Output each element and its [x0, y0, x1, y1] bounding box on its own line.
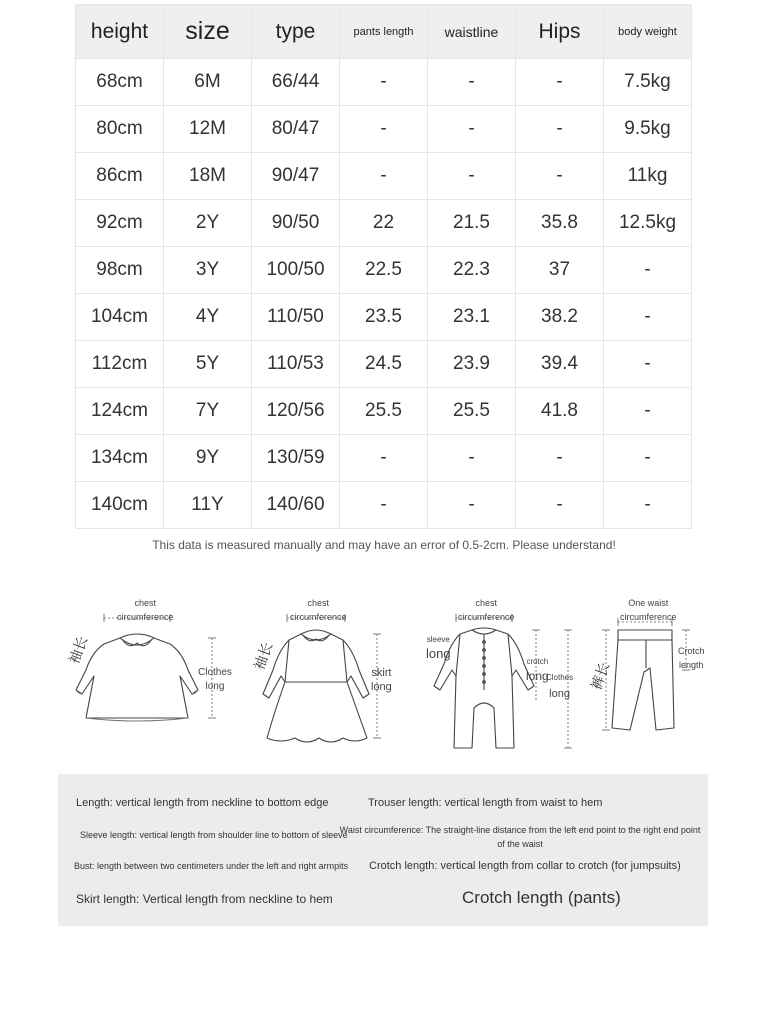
cell-body-weight: -	[604, 341, 692, 388]
cell-waistline: -	[428, 435, 516, 482]
cell-pants-length: 22.5	[340, 247, 428, 294]
cell-type: 90/47	[252, 153, 340, 200]
table-row	[76, 435, 692, 482]
cell-pants-length: 22	[340, 200, 428, 247]
cell-pants-length: 23.5	[340, 294, 428, 341]
cell-type: 120/56	[252, 388, 340, 435]
cell-waistline: -	[428, 153, 516, 200]
definition-waist: Waist circumference: The straight-line distance from the left end point to the right end point of the waist	[339, 825, 701, 849]
cell-type: 90/50	[252, 200, 340, 247]
dress-diagram	[245, 590, 415, 760]
cell-type: 130/59	[252, 435, 340, 482]
table-row	[76, 247, 692, 294]
table-row	[76, 294, 692, 341]
cell-pants-length: -	[340, 59, 428, 106]
cell-hips: -	[516, 153, 604, 200]
definition-length: Length: vertical length from neckline to bottom edge	[76, 797, 329, 809]
jumpsuit-diagram	[418, 590, 588, 760]
jumpsuit-sleeve-label-line1: sleeve	[426, 635, 450, 644]
jumpsuit-chest-label-line2: circumference	[458, 612, 515, 622]
cell-height: 80cm	[76, 106, 164, 153]
cell-body-weight: -	[604, 482, 692, 529]
cell-size: 5Y	[164, 341, 252, 388]
cell-height: 104cm	[76, 294, 164, 341]
jumpsuit-chest-label-line1: chest	[475, 598, 498, 608]
dress-length-label-line1: skirt	[371, 667, 392, 679]
definition-skirt: Skirt length: Vertical length from neckline to hem	[76, 892, 333, 906]
cell-type: 100/50	[252, 247, 340, 294]
cell-hips: 41.8	[516, 388, 604, 435]
cell-hips: 37	[516, 247, 604, 294]
dress-sleeve-label: 袖长	[250, 640, 276, 672]
cell-type: 66/44	[252, 59, 340, 106]
top-length-label-line2: long	[205, 681, 225, 692]
cell-size: 18M	[164, 153, 252, 200]
jumpsuit-length-label	[546, 670, 573, 702]
dress-chest-label	[290, 596, 347, 624]
cell-hips: 39.4	[516, 341, 604, 388]
cell-height: 134cm	[76, 435, 164, 482]
pants-waist-label-line2: circumference	[620, 612, 677, 622]
cell-waistline: 22.3	[428, 247, 516, 294]
top-chest-label-line2: circumference	[117, 612, 174, 622]
cell-pants-length: -	[340, 153, 428, 200]
dress-chest-label-line1: chest	[307, 598, 330, 608]
jumpsuit-length-label-line1: Clothes	[546, 673, 574, 682]
cell-waistline: -	[428, 59, 516, 106]
definition-crotch-pants: Crotch length (pants)	[462, 888, 621, 907]
pants-length-label: 裤长	[587, 660, 613, 692]
cell-height: 112cm	[76, 341, 164, 388]
cell-body-weight: -	[604, 435, 692, 482]
cell-pants-length: -	[340, 435, 428, 482]
header-row	[76, 5, 692, 59]
cell-hips: -	[516, 106, 604, 153]
cell-pants-length: -	[340, 106, 428, 153]
cell-body-weight: -	[604, 247, 692, 294]
top-diagram	[62, 590, 232, 760]
pants-diagram	[587, 590, 710, 760]
header-waistline: waistline	[428, 5, 516, 59]
top-chest-label	[117, 596, 174, 624]
header-pants-length: pants length	[340, 5, 428, 59]
cell-size: 12M	[164, 106, 252, 153]
cell-size: 3Y	[164, 247, 252, 294]
table-row	[76, 153, 692, 200]
pants-waist-label-line1: One waist	[628, 598, 669, 608]
top-length-label-line1: Clothes	[198, 667, 232, 678]
cell-body-weight: -	[604, 294, 692, 341]
cell-type: 110/50	[252, 294, 340, 341]
table-row	[76, 200, 692, 247]
measurement-note: This data is measured manually and may have an error of 0.5-2cm. Please understand!	[152, 538, 616, 552]
cell-size: 2Y	[164, 200, 252, 247]
cell-height: 98cm	[76, 247, 164, 294]
dress-length-label	[371, 666, 392, 694]
pants-waist-label	[620, 596, 677, 624]
cell-waistline: 21.5	[428, 200, 516, 247]
cell-body-weight: -	[604, 388, 692, 435]
size-chart-table	[75, 4, 692, 529]
table-header	[76, 5, 692, 59]
cell-hips: 35.8	[516, 200, 604, 247]
header-body-weight: body weight	[604, 5, 692, 59]
cell-size: 6M	[164, 59, 252, 106]
table-row	[76, 59, 692, 106]
cell-type: 80/47	[252, 106, 340, 153]
table-row	[76, 388, 692, 435]
cell-height: 86cm	[76, 153, 164, 200]
top-chest-label-line1: chest	[134, 598, 157, 608]
measurement-definitions	[58, 774, 708, 926]
jumpsuit-sleeve-label-line2: long	[426, 646, 451, 661]
table-body	[76, 59, 692, 529]
cell-type: 140/60	[252, 482, 340, 529]
definition-crotch-jumpsuit: Crotch length: vertical length from collar to crotch (for jumpsuits)	[369, 860, 681, 872]
definition-bust: Bust: length between two centimeters under the left and right armpits	[74, 861, 349, 871]
cell-waistline: -	[428, 482, 516, 529]
jumpsuit-length-label-line2: long	[549, 688, 570, 700]
jumpsuit-chest-label	[458, 596, 515, 624]
cell-size: 11Y	[164, 482, 252, 529]
cell-size: 4Y	[164, 294, 252, 341]
pants-crotch-label-line2: length	[678, 660, 704, 670]
jumpsuit-crotch-label-line2: long	[526, 669, 549, 683]
table-row	[76, 341, 692, 388]
cell-height: 124cm	[76, 388, 164, 435]
table-row	[76, 106, 692, 153]
cell-pants-length: -	[340, 482, 428, 529]
cell-pants-length: 24.5	[340, 341, 428, 388]
cell-body-weight: 7.5kg	[604, 59, 692, 106]
cell-hips: -	[516, 435, 604, 482]
cell-height: 140cm	[76, 482, 164, 529]
jumpsuit-sleeve-label	[426, 634, 451, 662]
cell-body-weight: 12.5kg	[604, 200, 692, 247]
header-size: size	[164, 5, 252, 59]
cell-hips: -	[516, 482, 604, 529]
cell-size: 9Y	[164, 435, 252, 482]
top-sleeve-label: 袖长	[65, 634, 91, 666]
definition-sleeve: Sleeve length: vertical length from shoulder line to bottom of sleeve	[80, 830, 348, 840]
dress-chest-label-line2: circumference	[290, 612, 347, 622]
pants-crotch-label	[678, 644, 705, 672]
cell-size: 7Y	[164, 388, 252, 435]
jumpsuit-crotch-label-line1: crotch	[526, 657, 549, 666]
cell-body-weight: 11kg	[604, 153, 692, 200]
definition-trouser: Trouser length: vertical length from waist to hem	[368, 797, 603, 809]
cell-type: 110/53	[252, 341, 340, 388]
pants-crotch-label-line1: Crotch	[678, 646, 705, 656]
cell-hips: -	[516, 59, 604, 106]
header-hips: Hips	[516, 5, 604, 59]
cell-waistline: -	[428, 106, 516, 153]
cell-waistline: 23.1	[428, 294, 516, 341]
cell-waistline: 25.5	[428, 388, 516, 435]
cell-height: 92cm	[76, 200, 164, 247]
dress-length-label-line2: long	[371, 681, 392, 693]
header-height: height	[76, 5, 164, 59]
cell-body-weight: 9.5kg	[604, 106, 692, 153]
cell-waistline: 23.9	[428, 341, 516, 388]
cell-hips: 38.2	[516, 294, 604, 341]
table-row	[76, 482, 692, 529]
top-length-label	[198, 666, 232, 694]
cell-pants-length: 25.5	[340, 388, 428, 435]
header-type: type	[252, 5, 340, 59]
cell-height: 68cm	[76, 59, 164, 106]
